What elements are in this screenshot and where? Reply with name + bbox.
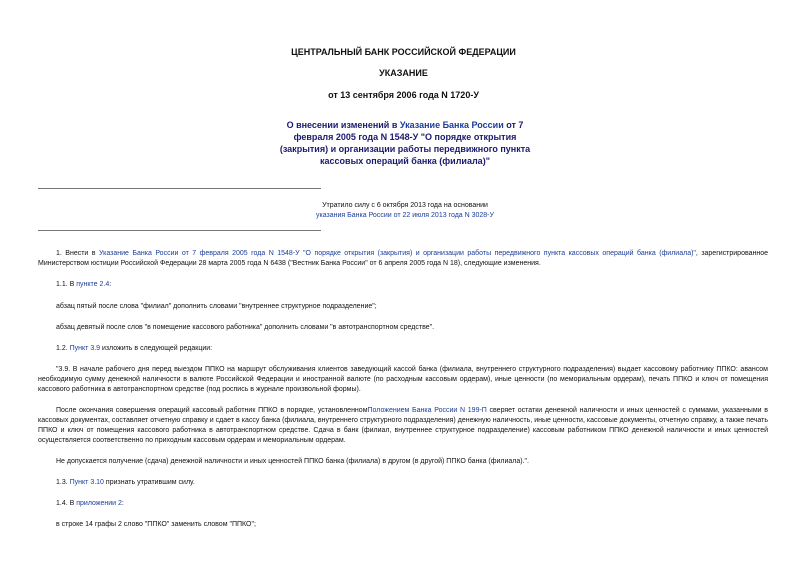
paragraph-1-2 <box>56 344 768 354</box>
paragraph-not-allowed: Не допускается получение (сдача) денежной наличности и иных ценностей ППКО банка (филиала) в другом (в другой) ППКО банка (филиала).". <box>56 458 529 465</box>
p-after-link[interactable]: Положением Банка России N 199-П <box>367 407 487 414</box>
title-rest: от 7 февраля 2005 года N 1548-У "О порядке открытия (закрытия) и организации работы передвижного пункта кассовых операций банка (филиала)" <box>279 120 531 166</box>
title-prefix: О внесении изменений в <box>286 120 400 130</box>
doc-title <box>270 119 540 167</box>
p1-text: 1. Внести в <box>56 250 99 257</box>
paragraph-row14: в строке 14 графы 2 слово "ППКО" заменить словом "ППКО"; <box>56 521 256 528</box>
paragraph-abz9: абзац девятый после слов "в помещение кассового работника" дополнить словами "в автотранспортном средстве". <box>56 324 435 331</box>
lost-force-note <box>290 201 520 221</box>
doc-type: УКАЗАНИЕ <box>379 68 428 78</box>
paragraph-1-3 <box>56 478 768 488</box>
p12-link[interactable]: Пункт 3.9 <box>69 345 101 352</box>
p12-text: 1.2. <box>56 345 70 352</box>
p13-link[interactable]: Пункт 3.10 <box>69 479 104 486</box>
paragraph-1-4 <box>56 499 768 509</box>
paragraph-after <box>38 406 768 446</box>
paragraph-1-1 <box>56 280 768 290</box>
p-after-text-end: сверяет остатки денежной наличности и иных ценностей с суммами, указанными в кассовых документах, составляет отчетную справку и сдает в кассу банка (филиала, внутреннего структурного подразделения) денежную наличность, иные ценности, кассовые документы, отчетную справку, а также печать ППКО и ключ от помещения кассового работника в автотранспортном средстве. Сдача в банк (филиал, внутреннее структурное подразделение) кассовым работником ППКО денежной наличности и иных ценностей осуществляется соответственно по приходным кассовым ордерам и мемориальным ордерам. <box>38 407 768 444</box>
p11-link[interactable]: пункте 2.4 <box>76 281 110 288</box>
p14-link[interactable]: приложении 2 <box>76 500 122 507</box>
p-after-text: После окончания совершения операций кассовый работник ППКО в порядке, установленном <box>56 407 368 414</box>
p13-text: 1.3. <box>56 479 70 486</box>
p1-link[interactable]: Указание Банка России от 7 февраля 2005 года N 1548-У "О порядке открытия (закрытия) и организации работы передвижного пункта кассовых операций банка (филиала)" <box>99 250 696 257</box>
paragraph-abz5: абзац пятый после слова "филиал" дополнить словами "внутреннее структурное подразделение"; <box>56 303 377 310</box>
divider <box>38 230 321 231</box>
lost-force-text: Утратило силу с 6 октября 2013 года на основании <box>322 202 488 209</box>
divider <box>38 188 321 189</box>
p13-text-end: признать утратившим силу. <box>103 479 195 486</box>
p1-text-end: , зарегистрированное Министерством юстиции Российской Федерации 28 марта 2005 года N 6438 ("Вестник Банка России" от 6 апреля 2005 года N 18), следующие изменения. <box>38 250 769 267</box>
p14-text: 1.4. В <box>56 500 77 507</box>
p14-text-end: : <box>121 500 124 507</box>
org-name: ЦЕНТРАЛЬНЫЙ БАНК РОССИЙСКОЙ ФЕДЕРАЦИИ <box>291 47 516 57</box>
p11-text: 1.1. В <box>56 281 77 288</box>
paragraph-3-9: "3.9. В начале рабочего дня перед выездом ППКО на маршрут обслуживания клиентов заведующий кассой банка (филиала, внутреннего структурного подразделения) выдает кассовому работнику ППКО: авансом необходимую сумму денежной наличности в валюте Российской Федерации и иностранной валюте (по расходным кассовым ордерам), иные ценности (по мемориальным ордерам), печать ППКО и ключ от помещения кассового работника в автотранспортном средстве (под роспись в журнале произвольной формы). <box>38 366 768 393</box>
p12-text-end: изложить в следующей редакции: <box>100 345 213 352</box>
paragraph-1 <box>38 249 768 269</box>
lost-force-link[interactable]: указания Банка России от 22 июля 2013 года N 3028-У <box>316 212 494 219</box>
doc-date: от 13 сентября 2006 года N 1720-У <box>328 90 479 100</box>
p11-text-end: : <box>109 281 112 288</box>
title-link[interactable]: Указание Банка России <box>399 120 504 130</box>
